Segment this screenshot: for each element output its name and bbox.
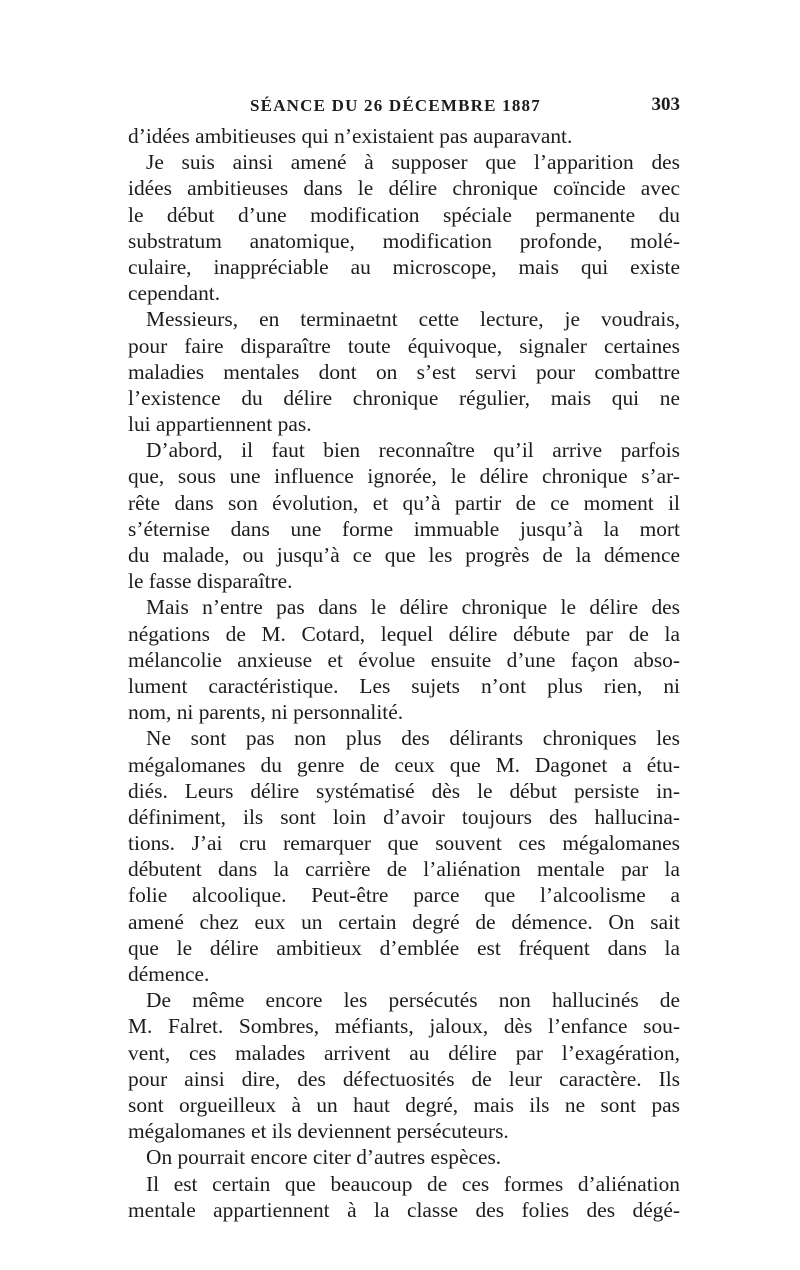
- text-line: amené chez eux un certain degré de démence. On sait: [128, 909, 680, 934]
- text-line: le fasse disparaître.: [128, 569, 293, 594]
- text-line: négations de M. Cotard, lequel délire débute par de la: [128, 621, 680, 646]
- text-line: sont orgueilleux à un haut degré, mais ils ne sont pas: [128, 1092, 680, 1117]
- text-line: le début d’une modification spéciale permanente du: [128, 202, 680, 227]
- text-line: mégalomanes et ils deviennent persécuteurs.: [128, 1119, 509, 1144]
- text-line: Messieurs, en terminaetnt cette lecture, je voudrais,: [146, 307, 680, 332]
- text-line: rête dans son évolution, et qu’à partir de ce moment il: [128, 490, 680, 515]
- text-line: substratum anatomique, modification profonde, molé-: [128, 228, 680, 253]
- text-line: M. Falret. Sombres, méfiants, jaloux, dès l’enfance sou-: [128, 1014, 680, 1039]
- text-line: tions. J’ai cru remarquer que souvent ces mégalomanes: [128, 831, 680, 856]
- page-header: [128, 90, 680, 120]
- text-line: maladies mentales dont on s’est servi pour combattre: [128, 359, 680, 384]
- text-line: débutent dans la carrière de l’aliénation mentale par la: [128, 857, 680, 882]
- text-line: Il est certain que beaucoup de ces formes d’aliénation: [146, 1171, 680, 1196]
- body-text: [128, 123, 680, 1223]
- text-line: mégalomanes du genre de ceux que M. Dagonet a étu-: [128, 752, 680, 777]
- text-line: nom, ni parents, ni personnalité.: [128, 700, 404, 725]
- text-line: culaire, inappréciable au microscope, mais qui existe: [128, 254, 680, 279]
- text-line: démence.: [128, 962, 210, 986]
- text-line: lui appartiennent pas.: [128, 412, 312, 437]
- text-line: vent, ces malades arrivent au délire par l’exagération,: [128, 1040, 680, 1065]
- text-line: D’abord, il faut bien reconnaître qu’il arrive parfois: [146, 438, 680, 463]
- text-line: mélancolie anxieuse et évolue ensuite d’une façon abso-: [128, 647, 680, 672]
- text-line: du malade, ou jusqu’à ce que les progrès de la démence: [128, 543, 680, 567]
- text-line: Mais n’entre pas dans le délire chronique le délire des: [146, 595, 680, 620]
- running-title: SÉANCE DU 26 DÉCEMBRE 1887: [250, 96, 541, 115]
- text-line: On pourrait encore citer d’autres espèces.: [146, 1145, 502, 1170]
- text-line: idées ambitieuses dans le délire chronique coïncide avec: [128, 176, 680, 201]
- text-line: Ne sont pas non plus des délirants chroniques les: [146, 726, 680, 751]
- text-line: mentale appartiennent à la classe des folies des dégé-: [128, 1197, 680, 1222]
- text-line: diés. Leurs délire systématisé dès le début persiste in-: [128, 778, 680, 803]
- text-line: cependant.: [128, 281, 221, 306]
- text-line: que le délire ambitieux d’emblée est fréquent dans la: [128, 935, 680, 960]
- text-line: pour faire disparaître toute équivoque, signaler certaines: [128, 333, 680, 358]
- text-line: folie alcoolique. Peut-être parce que l’alcoolisme a: [128, 883, 680, 908]
- text-line: pour ainsi dire, des défectuosités de leur caractère. Ils: [128, 1066, 680, 1091]
- text-line: Je suis ainsi amené à supposer que l’apparition des: [146, 150, 680, 175]
- text-line: s’éternise dans une forme immuable jusqu’à la mort: [128, 516, 680, 541]
- text-line: lument caractéristique. Les sujets n’ont plus rien, ni: [128, 673, 680, 698]
- page-number: 303: [651, 94, 680, 115]
- text-line: l’existence du délire chronique régulier, mais qui ne: [128, 385, 680, 410]
- text-line: d’idées ambitieuses qui n’existaient pas auparavant.: [128, 124, 573, 148]
- text-line: définiment, ils sont loin d’avoir toujours des hallucina-: [128, 804, 680, 829]
- text-line: que, sous une influence ignorée, le délire chronique s’ar-: [128, 464, 680, 489]
- text-line: De même encore les persécutés non hallucinés de: [146, 988, 680, 1013]
